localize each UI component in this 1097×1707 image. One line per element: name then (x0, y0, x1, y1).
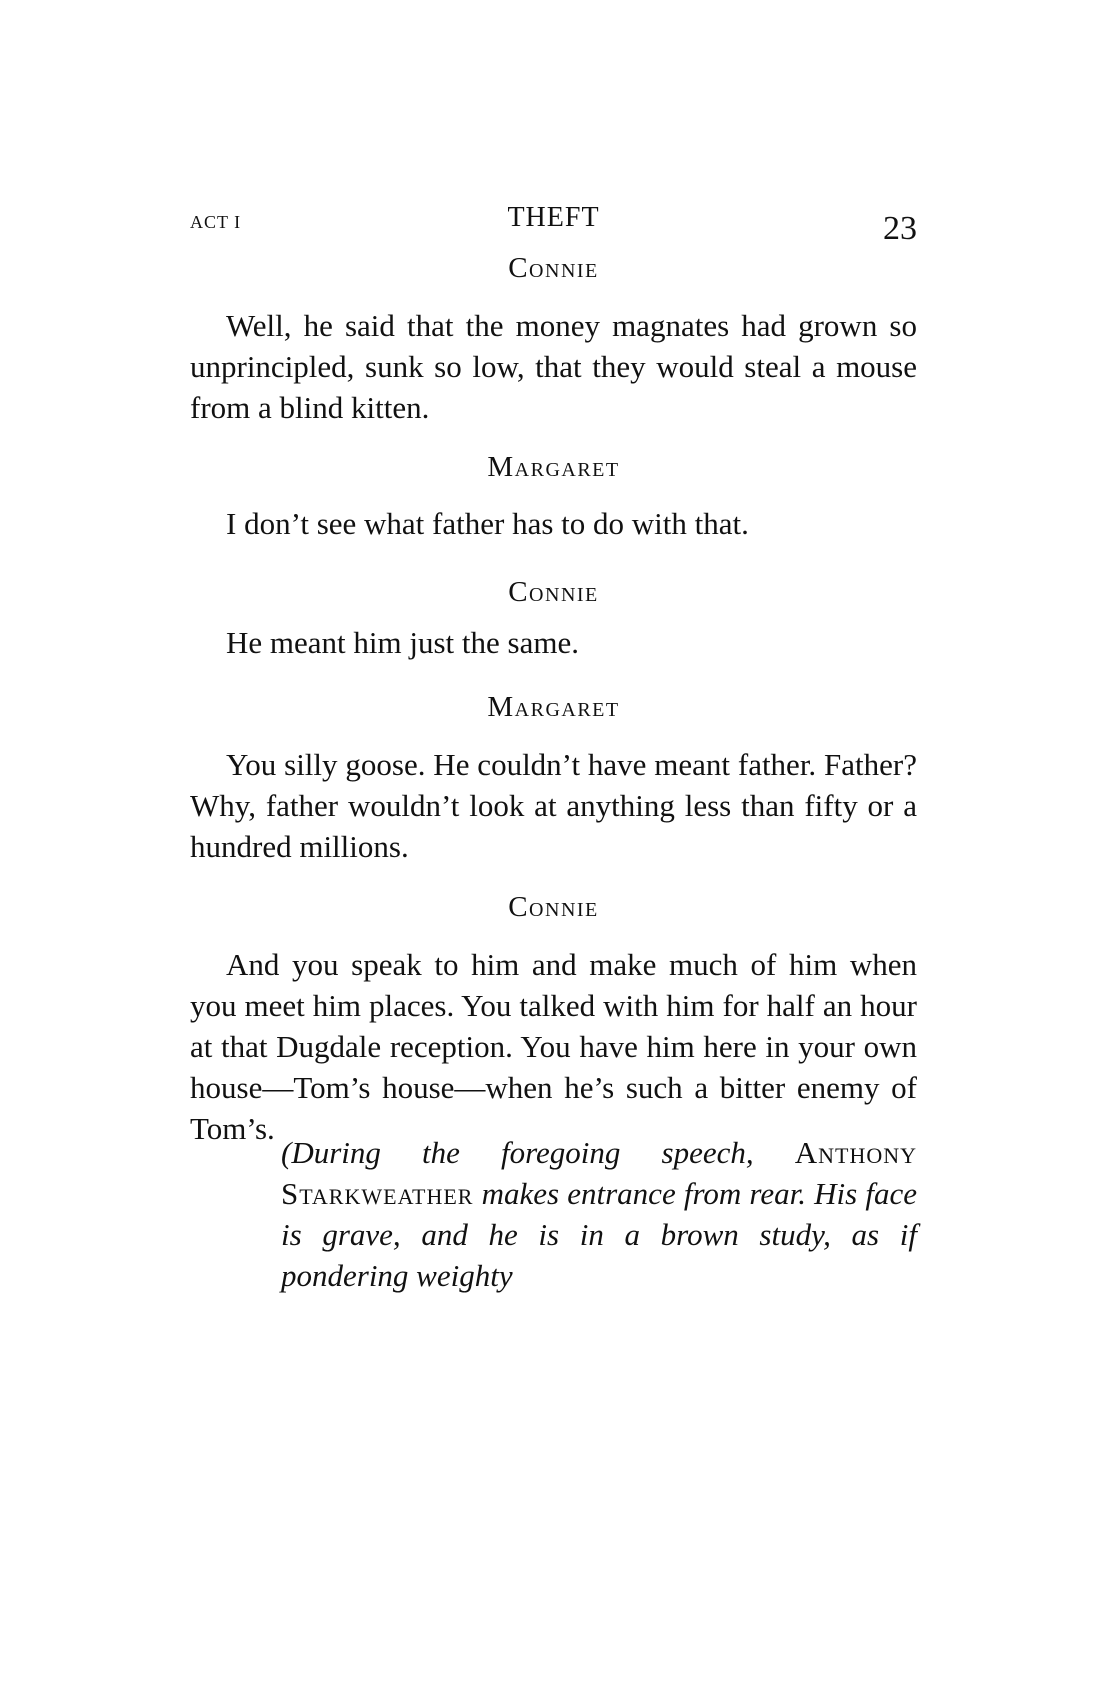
speaker-name: Margaret (487, 451, 620, 483)
act-label: ACT I (190, 212, 242, 232)
speech-text (190, 503, 917, 544)
speech-content: I don’t see what father has to do with that. (226, 506, 749, 541)
speaker-name: Connie (508, 891, 599, 923)
speech-content: And you speak to him and make much of him when you meet him places. You talked with him for half an hour at that Dugdale reception. You have him here in your own house—Tom’s house—when he’s such a bitter enemy of Tom’s. (190, 947, 917, 1146)
character-name: Anthony Starkweather (281, 1135, 918, 1211)
running-header (190, 200, 917, 250)
speaker-name: Connie (508, 252, 599, 284)
stage-direction (281, 1132, 917, 1296)
speech-text (190, 744, 917, 867)
stage-direction-rest: makes entrance from rear. His face is grave, and he is in a brown study, as if pondering weighty (281, 1176, 917, 1293)
running-title: THEFT (507, 202, 600, 233)
speech-text (190, 305, 917, 428)
stage-direction-open: (During the foregoing speech, (281, 1135, 754, 1170)
page-number: 23 (883, 210, 917, 247)
speech-text (190, 622, 917, 663)
speech-content: Well, he said that the money magnates had grown so unprincipled, sunk so low, that they would steal a mouse from a blind kitten. (190, 308, 917, 425)
speaker-name: Margaret (487, 691, 620, 723)
speech-text (190, 944, 917, 1149)
speech-content: He meant him just the same. (226, 625, 579, 660)
speech-content: You silly goose. He couldn’t have meant father. Father? Why, father wouldn’t look at anything less than fifty or a hundred millions. (190, 747, 917, 864)
speaker-name: Connie (508, 576, 599, 608)
